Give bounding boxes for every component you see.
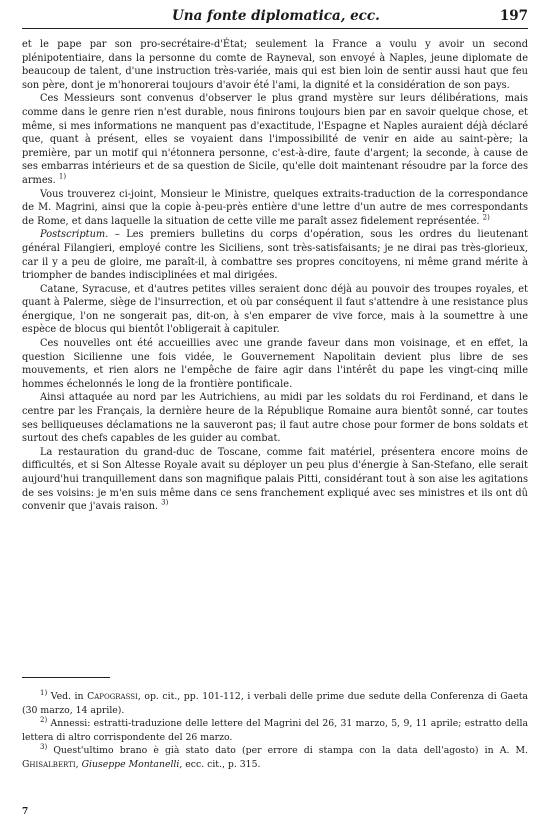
author-name: Capograssi: [87, 691, 138, 702]
work-title: Giuseppe Montanelli: [81, 758, 180, 770]
footnote: $^{3)}$ Quest'ultimo brano è già stato dato (per errore di stampa con la data dell'agosto) in A. M. Ghisalberti, Giuseppe Montanelli, ecc. cit., p. 315.: [22, 743, 528, 770]
paragraph: Postscriptum. – Les premiers bulletins du corps d'opération, sous les ordres du lieutenant général Filangieri, employé contre les Siciliens, sont très-satisfaisants; je ne dirai pas très-glorieux, car il y a peu de gloire, me paraît-il, à combattre ses propres concitoyens, ni même grand mérite à triompher de bandes indisciplinées et mal dirigées.: [22, 229, 528, 282]
running-title: Una fonte diplomatica, ecc.: [172, 8, 380, 24]
footnotes: [22, 690, 528, 772]
footnote-ref: 2): [482, 213, 490, 222]
paragraph: La restauration du grand-duc de Toscane, comme fait matériel, présentera encore moins de difficultés, et si Son Altesse Royale avait su déployer un peu plus d'énergie à San-Stefano, elle serait aujourd'hui tranquillement dans son magnifique palais Pitti, considérant tout à son aise les agitations de ses voisins: je m'en suis même dans ce sens franchement expliqué avec ses ministres et ils ont dû convenir que j'avais raison. $^{3)}$: [22, 446, 528, 513]
footnote-mark: 1): [40, 688, 48, 697]
author-name: Ghisalberti: [22, 758, 76, 770]
footnote-mark: 2): [40, 716, 48, 725]
paragraph: Vous trouverez ci-joint, Monsieur le Ministre, quelques extraits-traduction de la correspondance de M. Magrini, ainsi que la copie à-peu-près entière d'une lettre d'un autre de mes correspondants de Rome, et dans laquelle la situation de cette ville me paraît assez fidelement représentée. $^{2)}$: [22, 188, 528, 227]
footnote-ref: 3): [161, 498, 169, 507]
paragraph: Catane, Syracuse, et d'autres petites villes seraient donc déjà au pouvoir des troupes royales, et quant à Palerme, siège de l'insurrection, et où par conséquent il faut s'attendre à une resistance plus énergique, l'on ne songerait pas, dit-on, à s'en emparer de vive force, mais à la soumettre à une espèce de blocus qui bientôt l'obligerait à capituler.: [22, 283, 528, 336]
footnote-ref: 1): [58, 172, 67, 181]
paragraph: Ces nouvelles ont été accueillies avec une grande faveur dans mon voisinage, et en effet, la question Sicilienne une fois vidée, le Gouvernement Napolitain devient plus libre de ses mouvements, et rien alors ne l'empêche de faire agir dans l'intérêt du pape les vingt-cinq mille hommes échelonnés le long de la frontière pontificale.: [22, 338, 528, 390]
footnote: $^{2)}$ Annessi: estratti-traduzione delle lettere del Magrini del 26, 31 marzo, 5, 9, 11 aprile; estratto della lettera di altro corrispondente del 26 marzo.: [22, 716, 528, 743]
running-header: [22, 6, 528, 29]
page-number: 197: [499, 8, 528, 24]
footnote-mark: 3): [40, 743, 48, 752]
postscript-label: Postscriptum.: [40, 229, 109, 241]
footnote: $^{1)}$ Ved. in Capograssi, op. cit., pp. 101-112, i verbali delle prime due sedute della Conferenza di Gaeta (30 marzo, 14 aprile).: [22, 688, 528, 716]
main-text: [22, 38, 528, 514]
signature-mark: 7: [22, 807, 29, 817]
footnote-divider: [22, 677, 110, 678]
paragraph: Ainsi attaquée au nord par les Autrichiens, au midi par les soldats du roi Ferdinand, et dans le centre par les Français, la dernière heure de la République Romaine aura bientôt sonné, car toutes ses belliqueuses déclamations ne la sauveront pas; il faut autre chose pour former de bons soldats et surtout des chefs capables de les guider au combat.: [22, 392, 528, 445]
paragraph: Ces Messieurs sont convenus d'observer le plus grand mystère sur leurs délibérations, mais comme dans le genre rien n'est durable, nous finirons toujours bien par en savoir quelque chose, et même, si mes informations ne manquent pas d'exactitude, l'Espagne et Naples auraient déjà déclaré que, quant à présent, elles se voyaient dans l'impossibilité de venir en aide au saint-père; la première, par un motif qui n'étonnera personne, c'est-à-dire, faute d'argent; la seconde, à cause de ses embarras intérieurs et de sa question de Sicile, qu'elle doit maintenant résoudre par la force des armes. $^{1)}$: [22, 93, 528, 186]
paragraph: et le pape par son pro-secrétaire-d'État; seulement la France a voulu y avoir un second plénipotentiaire, dans la personne du comte de Rayneval, son envoyé à Naples, jeune diplomate de beaucoup de talent, d'une instruction très-variée, mais qui est bien loin de sentir aussi haut que feu son père, dont je m'honorerai toujours d'avoir été l'ami, la dignité et la considération de son pays.: [22, 39, 528, 91]
